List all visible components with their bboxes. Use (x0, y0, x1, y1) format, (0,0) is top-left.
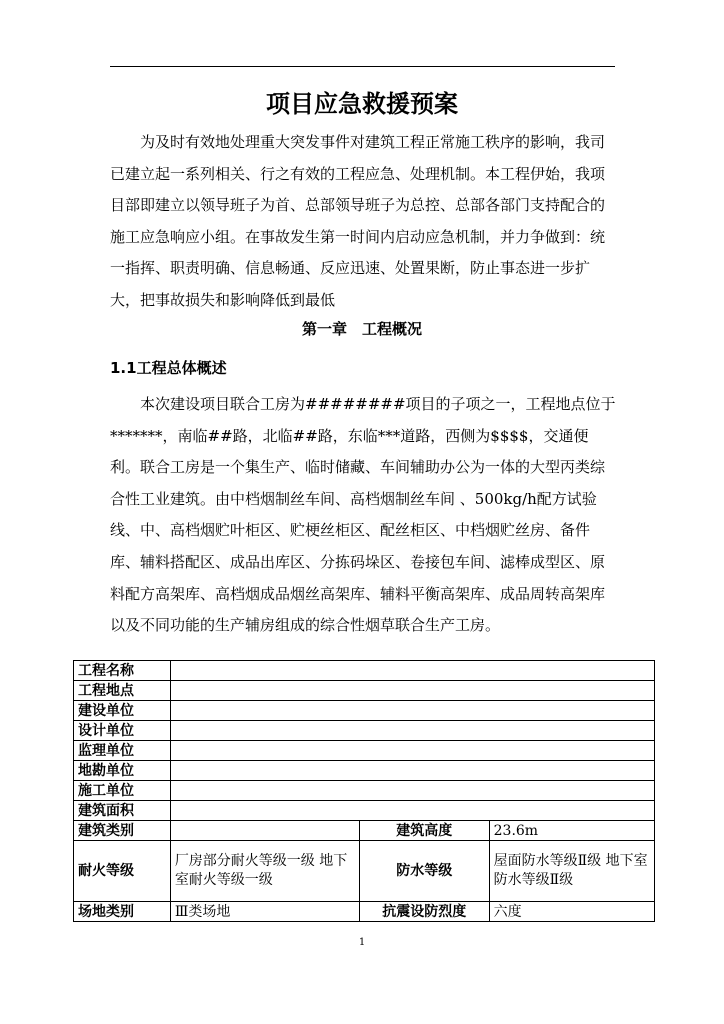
row-label: 监理单位 (74, 741, 171, 761)
row-value (170, 761, 654, 781)
row-label-secondary: 建筑高度 (359, 821, 489, 841)
row-value (170, 741, 654, 761)
overview-paragraph (110, 389, 618, 642)
overview-text: 本次建设项目联合工房为########项目的子项之一，工程地点位于*******，南临##路，北临##路，东临***道路，西侧为$$$$，交通便利。联合工房是一个集生产、临时储藏、车间辅助办公为一体的大型丙类综合性工业建筑。由中档烟制丝车间、高档烟制丝车间 、500kg/h配方试验线、中、高档烟贮叶柜区、贮梗丝柜区、配丝柜区、中档烟贮丝房、备件库、辅料搭配区、成品出库区、分拣码垛区、卷接包车间、滤棒成型区、原料配方高架库、高档烟成品烟丝高架库、辅料平衡高架库、成品周转高架库以及不同功能的生产辅房组成的综合性烟草联合生产工房。 (110, 395, 616, 635)
row-label: 工程地点 (74, 681, 171, 701)
project-info-table (73, 660, 655, 922)
section-heading: 1.1工程总体概述 (110, 359, 227, 377)
table-row (74, 741, 655, 761)
row-label: 建筑面积 (74, 801, 171, 821)
table-row (74, 701, 655, 721)
table-row (74, 902, 655, 922)
row-value-secondary: 屋面防水等级Ⅱ级 地下室防水等级Ⅱ级 (489, 841, 654, 902)
table-row (74, 681, 655, 701)
row-value (170, 821, 359, 841)
row-value (170, 721, 654, 741)
row-label: 工程名称 (74, 661, 171, 681)
page-number: 1 (358, 937, 366, 948)
row-label: 耐火等级 (74, 841, 171, 902)
chapter-heading: 第一章 工程概况 (301, 320, 422, 338)
row-value (170, 701, 654, 721)
row-label: 施工单位 (74, 781, 171, 801)
row-value: Ⅲ类场地 (170, 902, 359, 922)
row-label: 设计单位 (74, 721, 171, 741)
row-value: 厂房部分耐火等级一级 地下室耐火等级一级 (170, 841, 359, 902)
row-value (170, 681, 654, 701)
intro-text: 为及时有效地处理重大突发事件对建筑工程正常施工秩序的影响，我司已建立起一系列相关、行之有效的工程应急、处理机制。本工程伊始，我项目部即建立以领导班子为首、总部领导班子为总控、总部各部门支持配合的施工应急响应小组。在事故发生第一时间内启动应急机制，并力争做到：统一指挥、职责明确、信息畅通、反应迅速、处置果断，防止事态进一步扩大，把事故损失和影响降低到最低 (110, 133, 606, 309)
table-row (74, 761, 655, 781)
row-value-secondary: 六度 (489, 902, 654, 922)
intro-paragraph (110, 127, 618, 317)
table-row (74, 801, 655, 821)
row-label: 场地类别 (74, 902, 171, 922)
table-row (74, 841, 655, 902)
row-value-secondary: 23.6m (489, 821, 654, 841)
document-title: 项目应急救援预案 (266, 90, 458, 118)
table-row (74, 661, 655, 681)
row-value (170, 781, 654, 801)
row-label: 地勘单位 (74, 761, 171, 781)
row-label: 建筑类别 (74, 821, 171, 841)
table-row (74, 781, 655, 801)
table-row (74, 821, 655, 841)
row-label: 建设单位 (74, 701, 171, 721)
row-label-secondary: 抗震设防烈度 (359, 902, 489, 922)
row-value (170, 661, 654, 681)
row-label-secondary: 防水等级 (359, 841, 489, 902)
header-rule (110, 66, 615, 67)
row-value (170, 801, 654, 821)
table-row (74, 721, 655, 741)
